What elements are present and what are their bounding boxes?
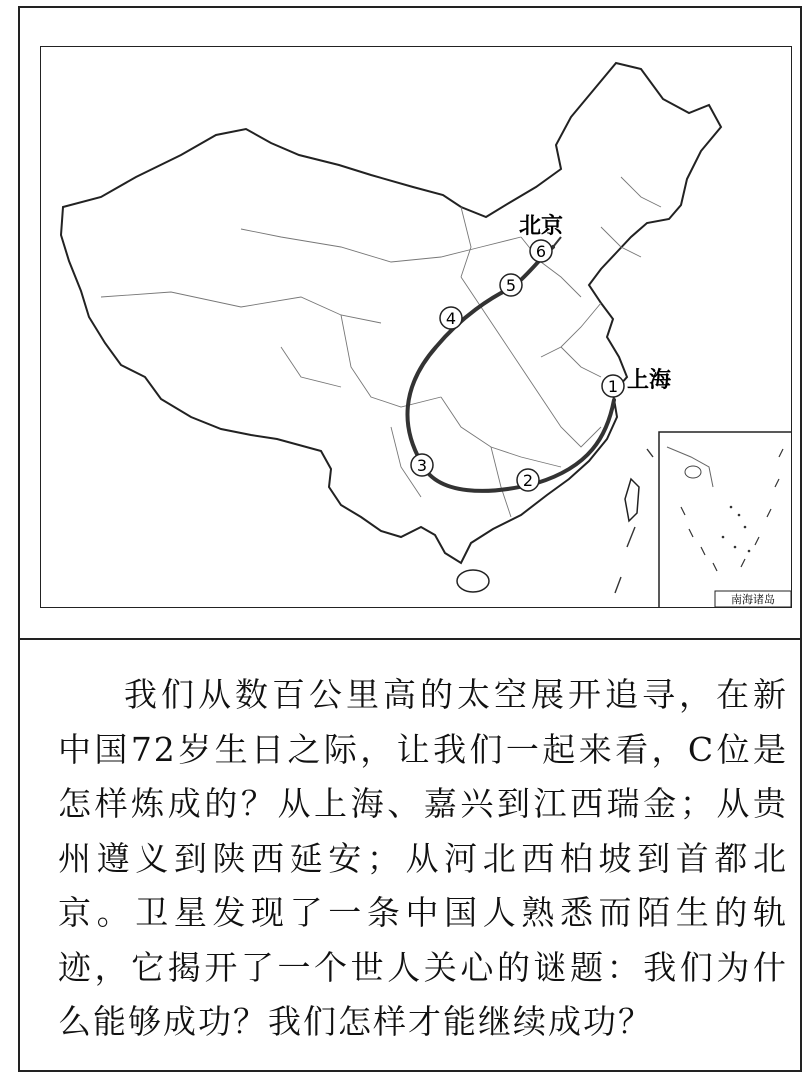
label-shanghai: 上海 <box>627 368 672 393</box>
label-beijing: 北京 <box>519 214 564 239</box>
passage-text: 我们从数百公里高的太空展开追寻，在新中国72岁生日之际，让我们一起来看，C位是怎样炼成的？从上海、嘉兴到江西瑞金；从贵州遵义到陕西延安；从河北西柏坡到首都北京。卫星发现了一条中国人熟悉而陌生的轨迹，它揭开了一个世人关心的谜题：我们为什么能够成功？我们怎样才能继续成功？ <box>58 675 788 1041</box>
china-map <box>40 46 792 608</box>
figure-frame <box>18 6 802 1072</box>
south-sea-inset <box>659 432 792 608</box>
map-svg <box>41 47 792 608</box>
marker-2 <box>517 469 539 491</box>
svg-text:6: 6 <box>535 242 547 261</box>
svg-text:3: 3 <box>416 456 428 475</box>
section-divider <box>20 638 800 640</box>
marker-5 <box>500 274 522 296</box>
hainan-island <box>457 570 489 592</box>
marker-1 <box>602 375 624 397</box>
svg-text:1: 1 <box>607 377 619 396</box>
marker-4 <box>440 307 462 329</box>
marker-3 <box>411 454 433 476</box>
china-outline <box>61 63 721 563</box>
svg-text:5: 5 <box>505 276 517 295</box>
taiwan-island <box>625 479 639 521</box>
svg-text:4: 4 <box>445 309 457 328</box>
svg-text:2: 2 <box>522 471 534 490</box>
inset-label: 南海诸岛 <box>731 593 775 606</box>
marker-6 <box>530 240 552 262</box>
